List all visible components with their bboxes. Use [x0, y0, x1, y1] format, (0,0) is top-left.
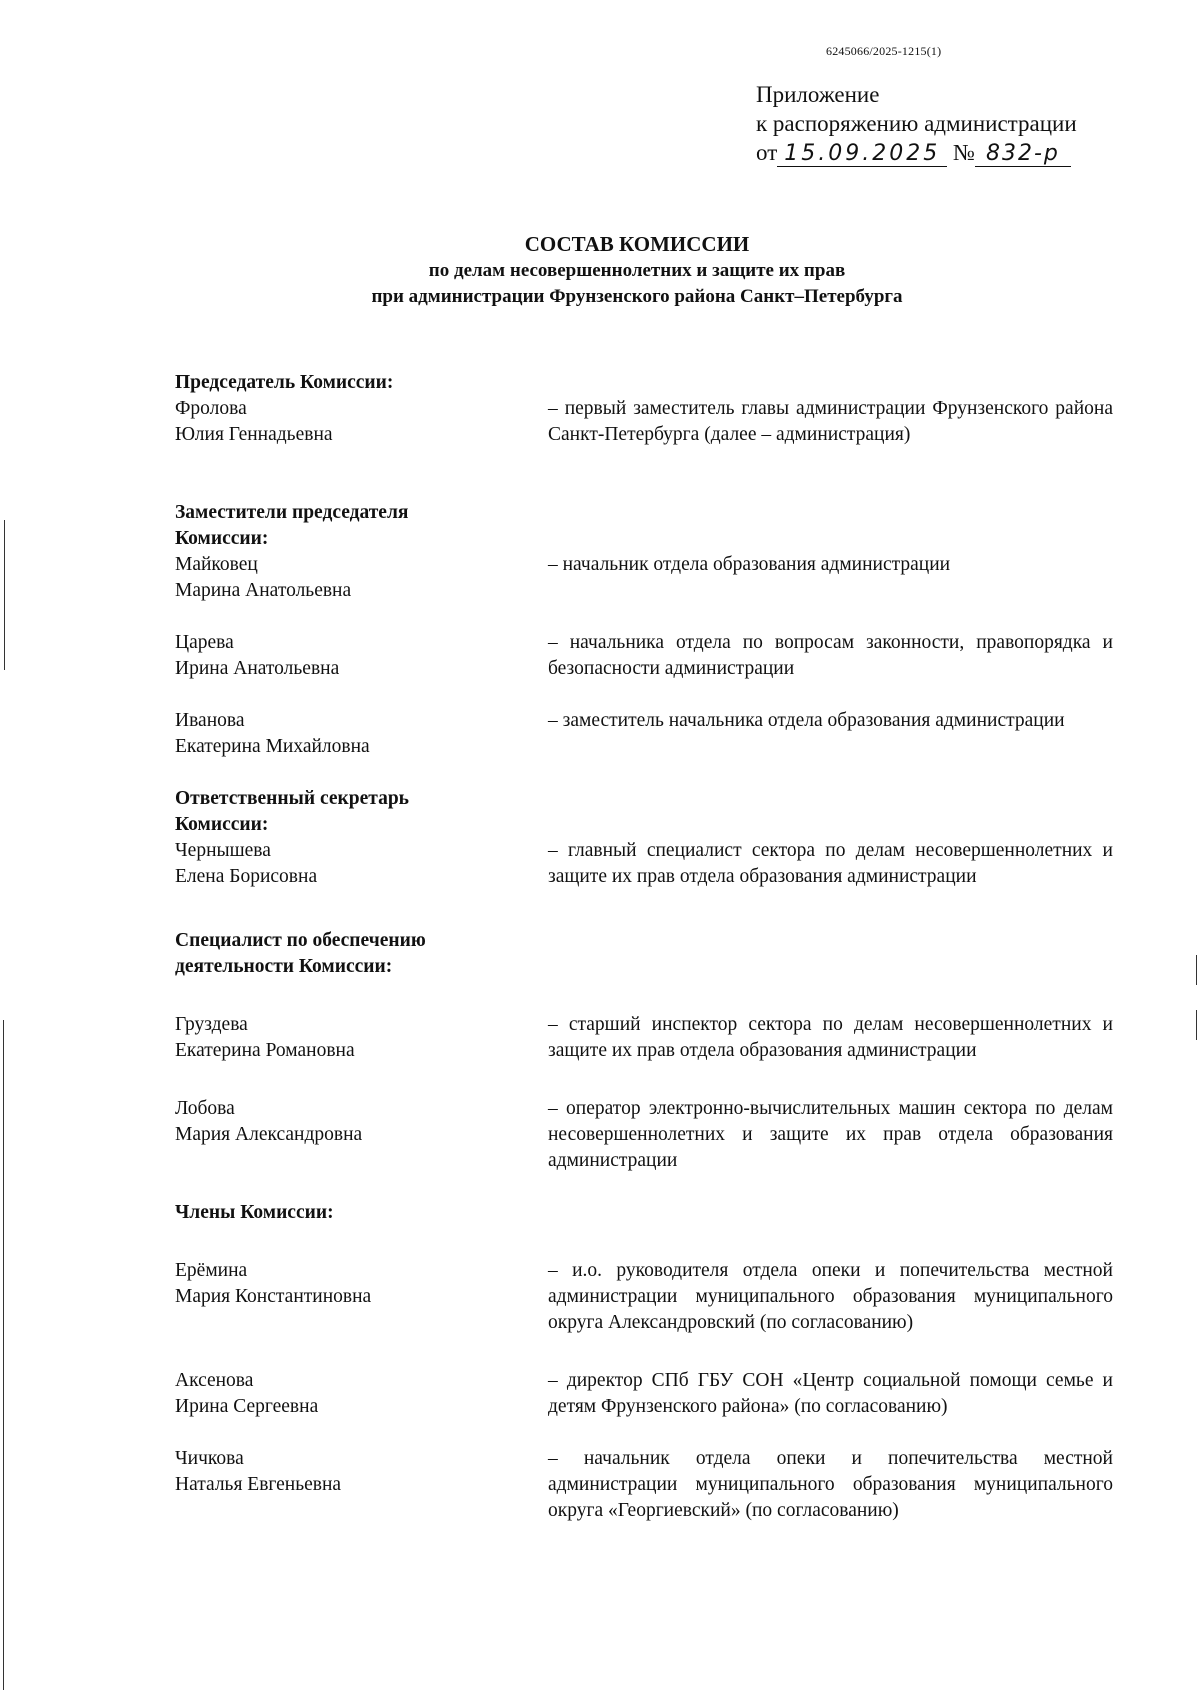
section-heading-chair: Председатель Комиссии:	[175, 372, 394, 393]
heading-line: Комиссии:	[175, 528, 269, 549]
member-given-name: Наталья Евгеньевна	[175, 1474, 342, 1495]
member-entry	[175, 1446, 1125, 1524]
section-heading-deputies	[175, 500, 495, 552]
member-entry	[175, 1258, 1125, 1336]
member-surname: Майковец	[175, 554, 258, 575]
member-entry	[175, 708, 1125, 760]
member-surname: Чичкова	[175, 1448, 244, 1469]
member-entry	[175, 552, 1125, 604]
member-name	[175, 1012, 548, 1064]
section-heading-secretary	[175, 786, 495, 838]
member-name	[175, 838, 548, 890]
document-title	[0, 230, 1200, 310]
member-role: – начальника отдела по вопросам законности, правопорядка и безопасности администрации	[548, 632, 1113, 679]
member-surname: Царева	[175, 632, 234, 653]
member-given-name: Елена Борисовна	[175, 866, 318, 887]
member-surname: Ерёмина	[175, 1260, 248, 1281]
scan-edge-mark	[4, 520, 5, 670]
member-name	[175, 630, 548, 682]
handwritten-date: 15.09.2025	[777, 142, 947, 167]
appendix-reference: к распоряжению администрации	[756, 111, 1077, 136]
member-given-name: Юлия Геннадьевна	[175, 424, 333, 445]
member-entry	[175, 1096, 1125, 1174]
member-name	[175, 1446, 548, 1524]
member-name	[175, 1368, 548, 1420]
member-role: – оператор электронно-вычислительных машин сектора по делам несовершеннолетних и защите их прав отдела образования администрации	[548, 1098, 1113, 1171]
member-surname: Аксенова	[175, 1370, 254, 1391]
appendix-from-label: от	[756, 140, 778, 165]
scan-edge-mark	[3, 1020, 4, 1690]
member-role: – директор СПб ГБУ СОН «Центр социальной помощи семье и детям Фрунзенского района» (по согласованию)	[548, 1370, 1113, 1417]
member-given-name: Ирина Сергеевна	[175, 1396, 319, 1417]
member-entry	[175, 396, 1125, 448]
member-name	[175, 708, 548, 760]
commission-composition	[175, 370, 1125, 1524]
section-heading-members: Члены Комиссии:	[175, 1202, 334, 1223]
scan-edge-mark	[1196, 955, 1197, 985]
title-line-3: при администрации Фрунзенского района Санкт–Петербурга	[371, 286, 903, 307]
document-registration-number: 6245066/2025-1215(1)	[826, 44, 942, 58]
heading-line: Заместители председателя	[175, 502, 409, 523]
member-entry	[175, 1368, 1125, 1420]
member-given-name: Марина Анатольевна	[175, 580, 352, 601]
member-role: – заместитель начальника отдела образования администрации	[548, 710, 1065, 731]
member-surname: Иванова	[175, 710, 245, 731]
appendix-block	[756, 80, 1077, 167]
title-line-1: СОСТАВ КОМИССИИ	[524, 232, 750, 256]
member-entry	[175, 1012, 1125, 1064]
heading-line: Ответственный секретарь	[175, 788, 409, 809]
heading-line: Комиссии:	[175, 814, 269, 835]
member-role: – начальник отдела опеки и попечительства местной администрации муниципального образования муниципального округа «Георгиевский» (по согласованию)	[548, 1448, 1113, 1521]
member-name	[175, 1258, 548, 1336]
member-entry	[175, 838, 1125, 890]
heading-line: деятельности Комиссии:	[175, 956, 393, 977]
member-surname: Чернышева	[175, 840, 271, 861]
member-surname: Фролова	[175, 398, 247, 419]
handwritten-number: 832-р	[975, 142, 1071, 167]
number-sign: №	[953, 140, 975, 165]
scan-edge-mark	[1196, 1010, 1197, 1040]
member-surname: Груздева	[175, 1014, 248, 1035]
member-name	[175, 1096, 548, 1174]
section-heading-specialists	[175, 928, 495, 980]
member-role: – первый заместитель главы администрации Фрунзенского района Санкт-Петербурга (далее – администрация)	[548, 398, 1113, 445]
member-role: – и.о. руководителя отдела опеки и попечительства местной администрации муниципального образования муниципального округа Александровский (по согласованию)	[548, 1260, 1113, 1333]
member-given-name: Ирина Анатольевна	[175, 658, 340, 679]
member-role: – главный специалист сектора по делам несовершеннолетних и защите их прав отдела образования администрации	[548, 840, 1113, 887]
member-role: – начальник отдела образования администрации	[548, 554, 951, 575]
member-given-name: Екатерина Михайловна	[175, 736, 370, 757]
member-name	[175, 552, 548, 604]
appendix-date-line	[756, 138, 1077, 167]
heading-line: Специалист по обеспечению	[175, 930, 426, 951]
member-given-name: Екатерина Романовна	[175, 1040, 355, 1061]
title-line-2: по делам несовершеннолетних и защите их прав	[428, 260, 846, 281]
member-role: – старший инспектор сектора по делам несовершеннолетних и защите их прав отдела образования администрации	[548, 1014, 1113, 1061]
member-given-name: Мария Александровна	[175, 1124, 363, 1145]
member-surname: Лобова	[175, 1098, 235, 1119]
member-name	[175, 396, 548, 448]
member-given-name: Мария Константиновна	[175, 1286, 372, 1307]
appendix-title: Приложение	[756, 82, 880, 107]
member-entry	[175, 630, 1125, 682]
